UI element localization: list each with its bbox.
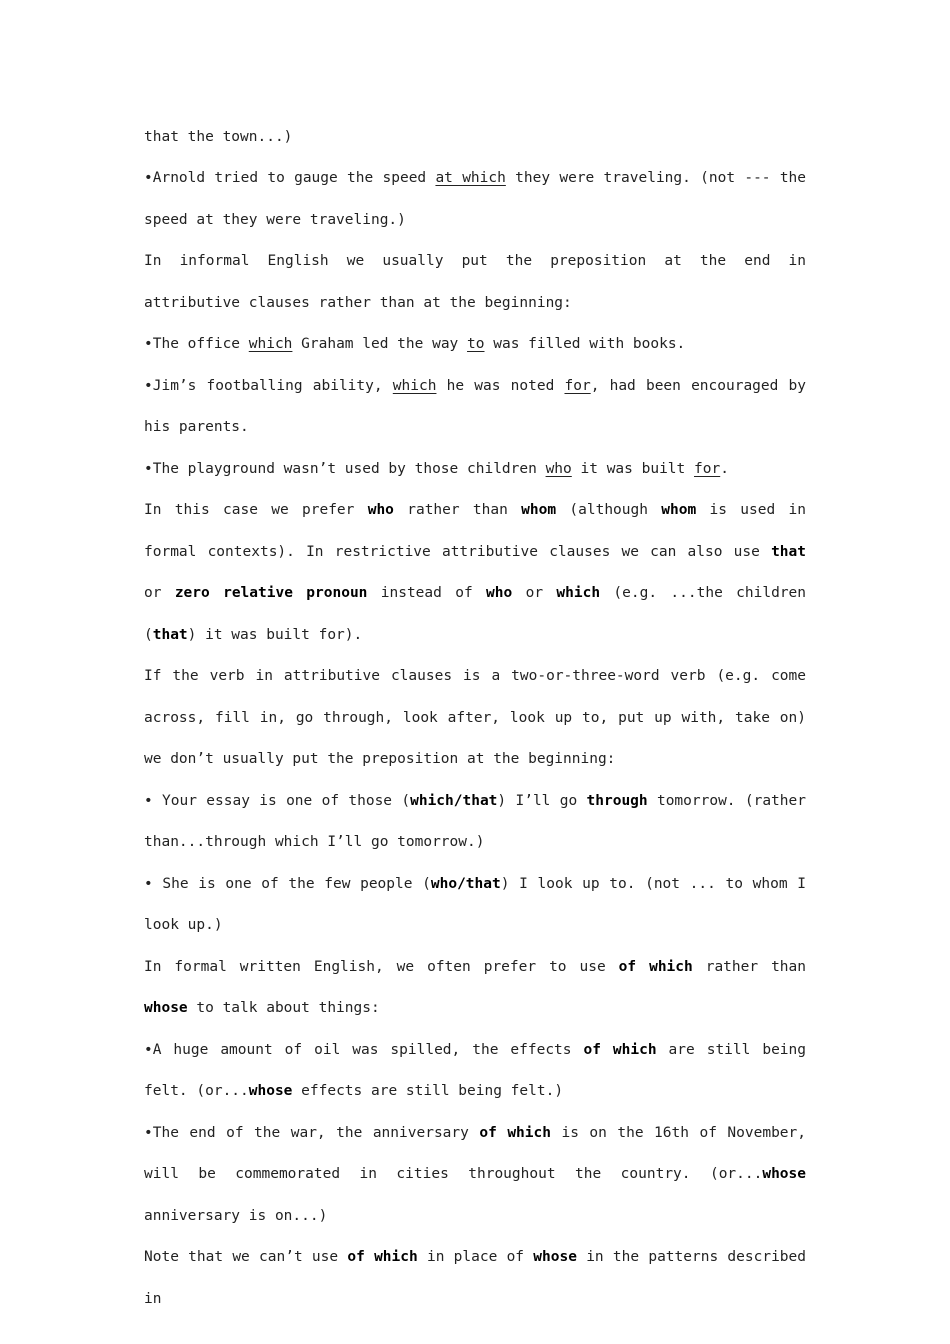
- example-oil: [144, 1030, 806, 1113]
- text: If the verb in attributive clauses is a two-or-three-word verb (e.g. come across, fill in, go through, look after, look up to, put up with, take on) we don’t usually put the preposition at the beginning:: [144, 668, 806, 767]
- paragraph-informal: [144, 241, 806, 324]
- underlined-term: for: [564, 377, 591, 394]
- bold-term: of which: [618, 958, 693, 975]
- paragraph-phrasal-verbs: [144, 656, 806, 781]
- text: he was noted: [436, 377, 565, 394]
- text: to talk about things:: [187, 1000, 380, 1016]
- text: • Your essay is one of those (: [144, 792, 411, 809]
- bold-term: whose: [144, 1000, 188, 1016]
- paragraph-who-whom: [144, 490, 806, 656]
- text: that the town...): [144, 129, 293, 145]
- paragraph-note: [144, 1237, 806, 1320]
- bold-term: that: [771, 543, 806, 560]
- text: or: [512, 585, 557, 601]
- text: .: [720, 460, 729, 477]
- example-essay: [144, 781, 806, 864]
- text: rather than: [692, 958, 806, 975]
- underlined-term: which: [248, 336, 293, 352]
- bold-term: which: [556, 585, 601, 601]
- text: to gauge the speed: [267, 170, 436, 186]
- text: effects are still being felt.): [292, 1083, 564, 1099]
- bold-term: which/that: [410, 792, 498, 809]
- text: it was built: [571, 460, 694, 477]
- bold-term: whom: [521, 502, 557, 518]
- document-page: [144, 122, 806, 1320]
- text: Graham led the way: [292, 336, 468, 352]
- underlined-term: which: [392, 377, 437, 394]
- text: are still being felt. (or...: [144, 1041, 806, 1099]
- example-look-up: [144, 864, 806, 947]
- text: rather than: [393, 502, 522, 518]
- text-line: [144, 122, 806, 158]
- underlined-term: for: [694, 460, 721, 477]
- text: instead of: [367, 585, 487, 601]
- bold-term: that: [152, 626, 188, 643]
- text: tomorrow. (rather than...through which I’ll go tomorrow.): [144, 792, 806, 850]
- text: • She is one of the few people (: [144, 875, 431, 892]
- text: , had been encouraged by his parents.: [144, 377, 807, 435]
- text: ) it was built for).: [187, 626, 363, 643]
- text: was filled with books.: [484, 336, 686, 352]
- underlined-term: to: [467, 336, 485, 352]
- text: (although: [556, 502, 662, 518]
- bold-term: zero relative pronoun: [174, 585, 368, 601]
- text: •The end of the war, the anniversary: [144, 1124, 480, 1141]
- bold-term: through: [586, 792, 648, 809]
- text: ) I’ll go: [497, 792, 587, 809]
- text: (e.g. ...the children (: [144, 585, 807, 643]
- text: •The office: [144, 336, 249, 352]
- bold-term: whose: [762, 1166, 806, 1182]
- text: ) I look up to. (not ... to whom I look up.): [144, 875, 806, 933]
- text: in place of: [417, 1249, 534, 1265]
- bold-term: of which: [583, 1041, 657, 1058]
- text: is used in formal contexts). In restrictive attributive clauses we can also use: [144, 502, 806, 560]
- text: or: [144, 585, 175, 601]
- example-war: [144, 1113, 806, 1238]
- text: they were traveling. (not --- the speed at they were traveling.): [144, 170, 807, 228]
- example-arnold: [144, 158, 806, 241]
- bold-term: who: [367, 502, 394, 518]
- text: In informal English we usually put the preposition at the end in attributive clauses rather than at the beginning:: [144, 253, 806, 311]
- bold-term: of which: [479, 1124, 551, 1141]
- bold-term: whom: [661, 502, 697, 518]
- text: is on the 16th of November, will be commemorated in cities throughout the country. (or...: [144, 1124, 806, 1182]
- example-jim: [144, 366, 806, 449]
- paragraph-of-which: [144, 947, 806, 1030]
- text: •Jim’s footballing ability,: [144, 377, 393, 394]
- bold-term: who/that: [430, 875, 501, 892]
- bold-term: who: [486, 585, 513, 601]
- example-office: [144, 324, 806, 366]
- bold-term: whose: [533, 1249, 577, 1265]
- underlined-term: at which: [435, 170, 506, 186]
- text: In this case we prefer: [144, 502, 368, 518]
- text: •A huge amount of oil was spilled, the effects: [144, 1041, 584, 1058]
- example-playground: [144, 449, 806, 491]
- underlined-term: who: [545, 460, 572, 477]
- text: in the patterns described in: [144, 1249, 806, 1307]
- text: anniversary is on...): [144, 1207, 328, 1224]
- text: Note that we can’t use: [144, 1249, 348, 1265]
- bold-term: of which: [347, 1249, 418, 1265]
- text: •Arnold tried: [144, 170, 268, 186]
- text: In formal written English, we often prefer to use: [144, 958, 619, 975]
- bold-term: whose: [248, 1083, 293, 1099]
- text: •The playground wasn’t used by those children: [144, 460, 546, 477]
